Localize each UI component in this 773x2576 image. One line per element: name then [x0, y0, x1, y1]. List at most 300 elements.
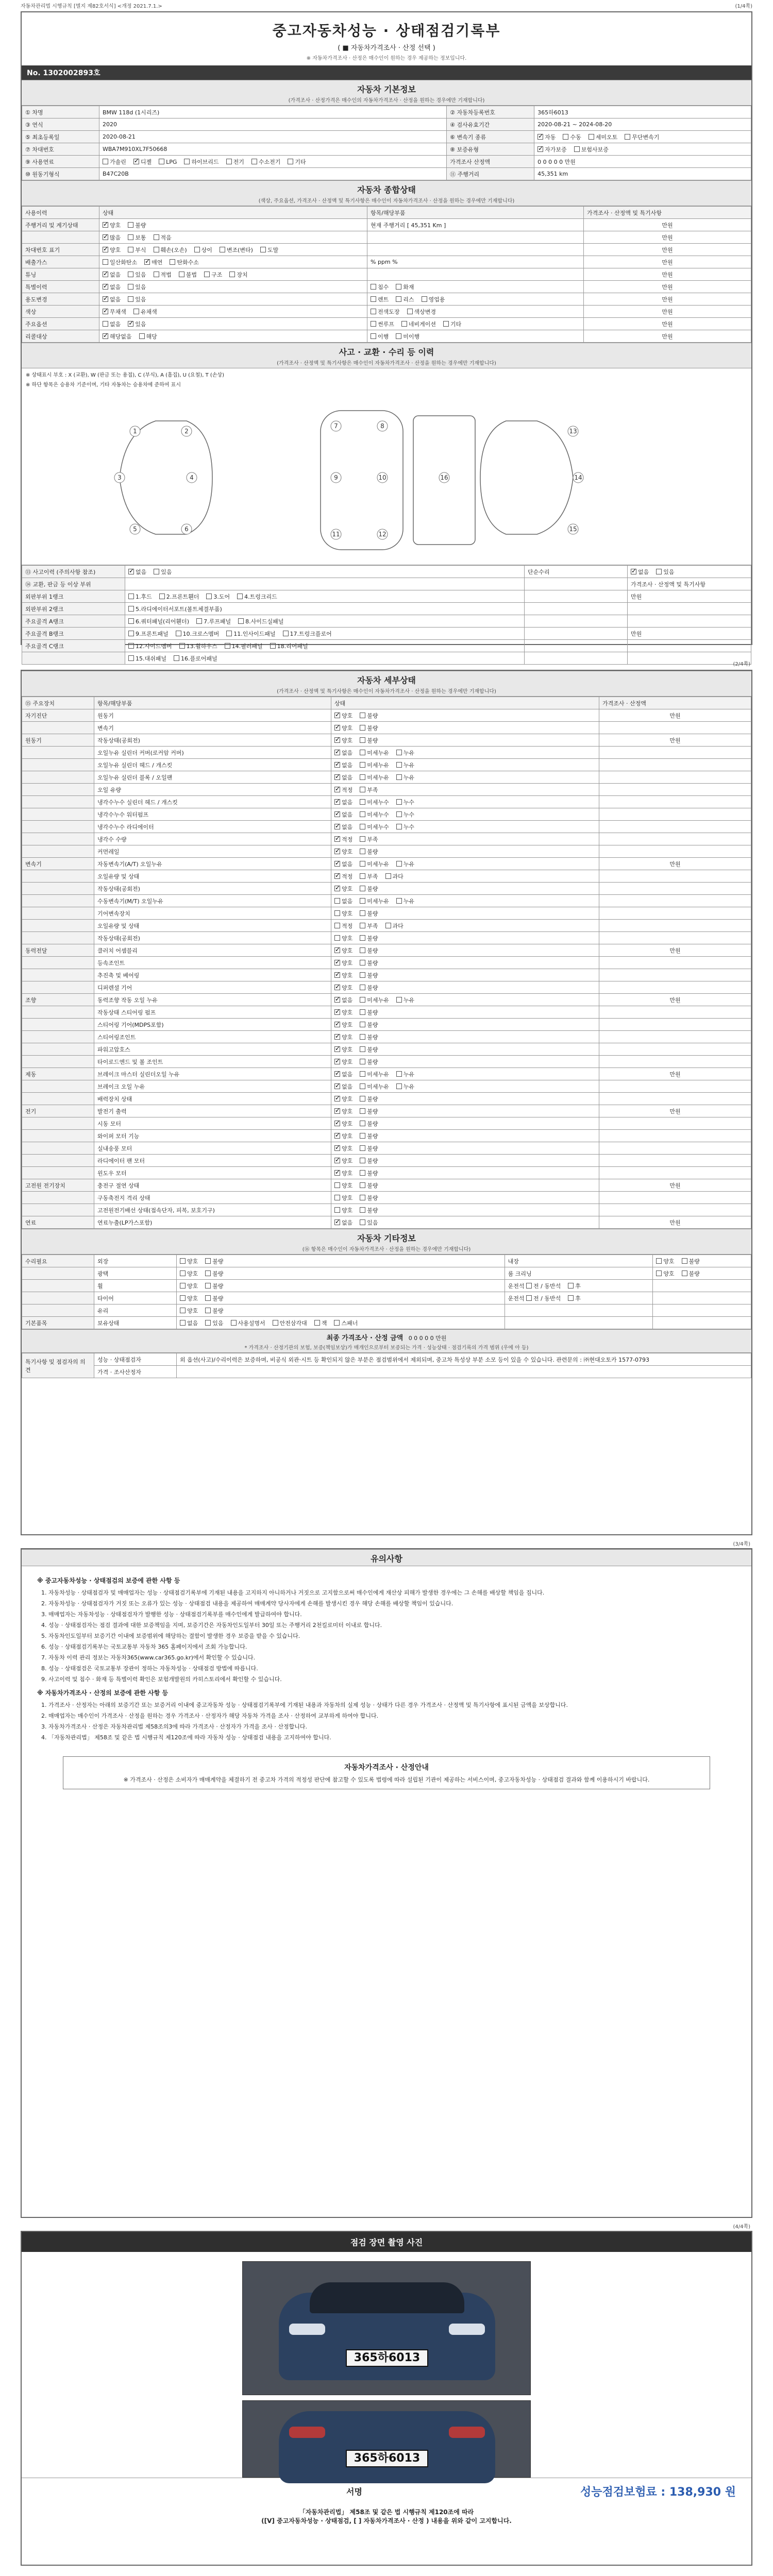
price-cell: 만원: [599, 858, 751, 870]
price-cell: 만원: [599, 1105, 751, 1117]
checkbox-option: 과다: [385, 923, 404, 929]
unchecked-box-icon: [260, 247, 266, 252]
price-cell: [599, 1080, 751, 1093]
insurance-fee-label: 성능점검보험료 :: [580, 2486, 666, 2499]
device-label: 변속기: [22, 858, 94, 870]
price-cell: 만원: [599, 994, 751, 1006]
device-label: [22, 1167, 94, 1179]
price-cell: [599, 845, 751, 858]
license-plate-front: 365하6013: [346, 2349, 428, 2367]
section-note: (가격조사 · 산정액 및 특기사항은 매수인이 자동차가격조사 · 산정을 원하는 경우에만 기재합니다): [277, 361, 496, 366]
page-note: ※ 자동차가격조사 · 산정은 매수인이 원하는 경우 제공하는 정보입니다.: [306, 56, 467, 61]
table-row: [22, 1056, 751, 1068]
checkbox-option: ✓ 없음: [334, 1083, 352, 1090]
item-part: 작동상태(공회전): [94, 734, 331, 747]
item-part: 동력조향 작동 오일 누유: [94, 994, 331, 1006]
checkbox-option: 양호: [180, 1295, 198, 1302]
form-reference: 자동차관리법 시행규칙 [별지 제82호서식] <개정 2021.7.1.>: [21, 3, 162, 9]
unchecked-box-icon: [360, 774, 365, 780]
checkbox-option: ✓ 없음: [334, 811, 352, 818]
checkbox-option: 양호: [334, 910, 352, 917]
section-note: (가격조사 · 산정액 및 특기사항은 매수인이 자동차가격조사 · 산정을 원하는 경우에만 기재합니다): [277, 689, 496, 694]
checkbox-option: 양호: [334, 1182, 352, 1189]
checkbox-option: 불량: [360, 1158, 378, 1164]
state-options: [331, 920, 599, 932]
item-detail: [367, 306, 584, 318]
table-row: [22, 747, 751, 759]
section-title: 사고 · 교환 · 수리 등 이력: [339, 347, 434, 357]
price-cell: [599, 1192, 751, 1204]
checked-box-icon: [334, 774, 340, 780]
headlight-right: [449, 2324, 485, 2335]
unchecked-box-icon: [180, 1258, 186, 1264]
price-cell: 만원: [584, 256, 751, 268]
row-label: 외판부위 1랭크: [22, 590, 125, 603]
table-row: [22, 156, 751, 168]
checkbox-option: ✓ 적정: [334, 873, 352, 880]
notice-item: 4. 성능 · 상태점검자는 점검 결과에 대한 보증책임을 지며, 보증기간은 자동차인도일부터 30일 또는 주행거리 2천킬로미터 이내로 합니다.: [48, 1621, 736, 1630]
page-number: (3/4쪽): [733, 1541, 750, 1547]
table-row: [22, 771, 751, 784]
checkbox-option: 누수: [396, 799, 414, 806]
unchecked-box-icon: [396, 799, 402, 805]
page-title: 중고자동차성능 · 상태점검기록부: [272, 22, 501, 39]
item-part: 오일유량 및 상태: [94, 920, 331, 932]
diagram-label: 7: [334, 422, 338, 430]
checkbox-option: 미이행: [396, 333, 419, 340]
checked-box-icon: [103, 284, 108, 290]
field-label: 가격조사 산정액: [447, 156, 534, 168]
field-label: ① 차명: [22, 106, 99, 118]
checkbox-option: 불량: [360, 947, 378, 954]
checkbox-option: ✓ 양호: [334, 1022, 352, 1028]
item-part: 오일누유 실린더 블록 / 오일팬: [94, 771, 331, 784]
item-detail: [525, 628, 628, 640]
unchecked-box-icon: [656, 1258, 662, 1264]
checkbox-option: 불량: [360, 713, 378, 719]
checkbox-option: 누수: [396, 811, 414, 818]
unchecked-box-icon: [154, 272, 159, 277]
price-cell: [599, 1204, 751, 1216]
price-cell: 만원: [584, 306, 751, 318]
checkbox-option: ✓ 양호: [334, 972, 352, 979]
state-options: [99, 318, 367, 330]
checkbox-option: 불량: [360, 737, 378, 744]
unchecked-box-icon: [180, 1295, 186, 1301]
unchecked-box-icon: [103, 259, 108, 265]
unchecked-box-icon: [128, 643, 134, 649]
state-options: [331, 1031, 599, 1043]
row-label: [22, 1280, 94, 1292]
accident-table: [22, 565, 751, 665]
unchecked-box-icon: [371, 309, 376, 314]
table-row: [22, 652, 751, 665]
unchecked-box-icon: [371, 333, 376, 339]
diagram-label: 3: [117, 474, 122, 481]
unchecked-box-icon: [360, 1046, 365, 1052]
table-row: [22, 1155, 751, 1167]
unchecked-box-icon: [396, 750, 402, 755]
state-options: [331, 808, 599, 821]
checkbox-option: 불량: [205, 1295, 223, 1302]
checkbox-option: 누수: [396, 824, 414, 831]
unchecked-box-icon: [103, 321, 108, 327]
state-options: [331, 957, 599, 969]
row-label: 외판부위 2랭크: [22, 603, 125, 615]
price-cell: [599, 1006, 751, 1019]
item-part: 스티어링조인트: [94, 1031, 331, 1043]
checked-box-icon: [128, 321, 133, 327]
page-number: (4/4쪽): [733, 2224, 750, 2230]
checkbox-option: ✓ 양호: [334, 1121, 352, 1127]
unchecked-box-icon: [226, 631, 232, 636]
checked-box-icon: [103, 247, 108, 252]
appraiser-label: 가격 · 조사산정자: [94, 1366, 177, 1378]
state-options: [331, 1019, 599, 1031]
field-value: 2020-08-21: [99, 131, 447, 143]
checkbox-option: 미세누유: [360, 898, 389, 905]
unchecked-box-icon: [154, 569, 159, 574]
device-label: [22, 784, 94, 796]
unchecked-box-icon: [656, 1270, 662, 1276]
unchecked-box-icon: [159, 594, 165, 599]
unchecked-box-icon: [656, 569, 662, 574]
unchecked-box-icon: [225, 643, 230, 649]
notice-item: 3. 매매업자는 자동차성능 · 상태점검자가 발행한 성능 · 상태점검기록부를 매수인에게 발급하여야 합니다.: [48, 1610, 736, 1619]
checked-box-icon: [128, 569, 134, 574]
checkbox-option: LPG: [159, 159, 177, 165]
field-label: ③ 연식: [22, 118, 99, 131]
checkbox-option: ✓ 양호: [334, 886, 352, 892]
checkbox-option: 전기: [226, 159, 244, 165]
checkbox-option: 스패너: [334, 1320, 358, 1327]
basic-info-table: [22, 106, 751, 180]
field-value: B47C20B: [99, 168, 447, 180]
checkbox-option: 불량: [360, 1170, 378, 1177]
checkbox-option: ✓ 양호: [334, 1059, 352, 1065]
checkbox-option: ✓ 양호: [334, 1145, 352, 1152]
unchecked-box-icon: [128, 594, 134, 599]
table-row: [22, 318, 751, 330]
unchecked-box-icon: [360, 836, 365, 842]
table-row: [22, 578, 751, 590]
unchecked-box-icon: [360, 1219, 365, 1225]
row-label: 주행거리 및 계기상태: [22, 219, 99, 231]
device-label: [22, 722, 94, 734]
diagram-label: 4: [190, 474, 194, 481]
final-price-label: 최종 가격조사 · 산정 금액: [326, 1334, 404, 1342]
table-row: [22, 1093, 751, 1105]
price-cell: 만원: [599, 944, 751, 957]
page-1: [21, 11, 752, 662]
checkbox-option: 양호: [334, 1195, 352, 1201]
checkbox-option: ✓ 없음: [631, 569, 649, 575]
section-accident-history: [22, 343, 751, 368]
diagram-label: 8: [380, 422, 384, 430]
table-row: [22, 306, 751, 318]
row-label: 배출가스: [22, 256, 99, 268]
checkbox-option: 미세누유: [360, 861, 389, 868]
price-cell: 만원: [628, 590, 751, 603]
table-row: [22, 640, 751, 652]
unchecked-box-icon: [589, 134, 594, 140]
unchecked-box-icon: [205, 1320, 211, 1326]
checkbox-option: 7.루프패널: [196, 618, 231, 625]
unchecked-box-icon: [396, 762, 402, 768]
item-part: 시동 모터: [94, 1117, 331, 1130]
unchecked-box-icon: [229, 272, 235, 277]
table-row: [22, 1019, 751, 1031]
checked-box-icon: [334, 1059, 340, 1064]
checkbox-option: 도말: [260, 247, 278, 253]
checkbox-option: 누유: [396, 861, 414, 868]
unchecked-box-icon: [128, 618, 134, 624]
checkbox-option: 수소전기: [251, 159, 281, 165]
final-price-value: 0 0 0 0 0 만원: [408, 1335, 447, 1342]
checkbox-option: 보험사보증: [574, 146, 609, 153]
checkbox-option: ✓ 없음: [103, 272, 121, 278]
price-cell: 만원: [584, 281, 751, 293]
checkbox-option: 1.후드: [128, 594, 152, 600]
item-part: 냉각수누수 라디에이터: [94, 821, 331, 833]
item-part: 등속조인트: [94, 957, 331, 969]
state-options: [125, 603, 525, 615]
unchecked-box-icon: [128, 272, 133, 277]
unchecked-box-icon: [360, 898, 365, 904]
unchecked-box-icon: [371, 296, 376, 302]
item-part: 커먼레일: [94, 845, 331, 858]
row-label: 특별이력: [22, 281, 99, 293]
checkbox-option: 불량: [360, 972, 378, 979]
table-row: [22, 957, 751, 969]
checked-box-icon: [334, 972, 340, 978]
unchecked-box-icon: [360, 1071, 365, 1077]
table-row: [22, 1043, 751, 1056]
item-part: 실내송풍 모터: [94, 1142, 331, 1155]
device-label: [22, 870, 94, 883]
checked-box-icon: [537, 134, 543, 140]
item-part: 수동변속기(M/T) 오일누유: [94, 895, 331, 907]
unchecked-box-icon: [205, 1270, 211, 1276]
state-options: [653, 1267, 751, 1280]
device-label: [22, 1142, 94, 1155]
checkbox-option: 부족: [360, 873, 378, 880]
price-cell: 만원: [584, 318, 751, 330]
state-options: [331, 821, 599, 833]
checkbox-option: ✓ 양호: [334, 960, 352, 967]
unchecked-box-icon: [360, 861, 365, 867]
checkbox-option: 없음: [180, 1320, 198, 1327]
page-4: [21, 2231, 752, 2566]
item-detail: [367, 281, 584, 293]
state-options: [125, 640, 525, 652]
table-row: [22, 256, 751, 268]
section-title: 자동차 종합상태: [357, 185, 416, 195]
price-cell: 만원: [584, 244, 751, 256]
car-body-rear: [279, 2411, 495, 2483]
device-label: [22, 759, 94, 771]
unchecked-box-icon: [422, 296, 427, 302]
row-label: ⑭ 교환, 판금 등 이상 부위: [22, 578, 125, 590]
checkbox-option: 양호: [334, 935, 352, 942]
unchecked-box-icon: [184, 159, 190, 164]
checked-box-icon: [334, 1121, 340, 1126]
front-photo: [242, 2261, 531, 2395]
row-label: [22, 1292, 94, 1304]
table-row: [22, 709, 751, 722]
checkbox-option: 불법: [179, 272, 197, 278]
checked-box-icon: [334, 750, 340, 755]
unchecked-box-icon: [283, 631, 289, 636]
price-cell: 만원: [584, 293, 751, 306]
car-windshield: [310, 2282, 464, 2313]
checkbox-option: 미세누수: [360, 811, 389, 818]
checkbox-option: ✓ 자동: [537, 134, 556, 141]
checkbox-option: 전 / 동반석: [526, 1295, 561, 1302]
diagram-label: 5: [133, 526, 137, 533]
checkbox-option: 3.도어: [206, 594, 230, 600]
page-2: [21, 670, 752, 1535]
checked-box-icon: [334, 762, 340, 768]
notice-item: 1. 자동차성능 · 상태점검자 및 매매업자는 성능 · 상태점검기록부에 기재된 내용을 고지하지 아니하거나 거짓으로 고지함으로써 매수인에게 재산상 피해가 발생한 경우에는 그 손해를 배상할 책임을 집니다.: [48, 1588, 736, 1597]
price-cell: 만원: [628, 628, 751, 640]
diagram-label: 15: [569, 526, 577, 533]
table-row: [22, 1068, 751, 1080]
device-label: 자기진단: [22, 709, 94, 722]
device-label: [22, 821, 94, 833]
state-options: [331, 1006, 599, 1019]
checkbox-option: 부족: [360, 787, 378, 793]
row-label: [22, 652, 125, 665]
table-row: [22, 244, 751, 256]
device-label: [22, 1080, 94, 1093]
table-row: [22, 1304, 751, 1317]
checkbox-option: 미세누유: [360, 1071, 389, 1078]
checkbox-option: 불량: [360, 1046, 378, 1053]
device-label: 원동기: [22, 734, 94, 747]
unchecked-box-icon: [273, 1320, 278, 1326]
unchecked-box-icon: [220, 247, 225, 252]
unchecked-box-icon: [396, 284, 401, 290]
unchecked-box-icon: [133, 309, 139, 314]
unchecked-box-icon: [526, 1283, 532, 1289]
diagram-label: 13: [569, 428, 577, 435]
unchecked-box-icon: [226, 159, 232, 164]
row-label: 차대번호 표기: [22, 244, 99, 256]
state-options: [331, 895, 599, 907]
checkbox-option: ✓ 양호: [334, 947, 352, 954]
section-detail-state: [22, 671, 751, 697]
price-cell: [599, 981, 751, 994]
unchecked-box-icon: [563, 134, 568, 140]
notice-item: 4. 「자동차관리법」 제58조 및 같은 법 시행규칙 제120조에 따라 자동차 성능 · 상태점검 내용을 고지하여야 합니다.: [48, 1733, 736, 1742]
checkbox-option: 누유: [396, 762, 414, 769]
checkbox-option: 세미오토: [589, 134, 618, 141]
car-diagram-svg: [22, 390, 751, 565]
state-options: [99, 306, 367, 318]
device-label: 연료: [22, 1216, 94, 1229]
notice-item: 2. 자동차성능 · 상태점검자가 거짓 또는 오류가 있는 성능 · 상태점검 내용을 제공하여 매매계약 당사자에게 손해를 발생시킨 경우 해당 손해를 배상할 책임이 있습니다.: [48, 1599, 736, 1608]
price-cell: [599, 969, 751, 981]
unchecked-box-icon: [170, 259, 175, 265]
device-label: [22, 981, 94, 994]
checkbox-option: 이행: [371, 333, 389, 340]
diagram-label: 10: [378, 474, 386, 481]
item-detail: [367, 244, 584, 256]
state-options: [331, 932, 599, 944]
item-part: 변속기: [94, 722, 331, 734]
state-options: [99, 268, 367, 281]
field-value: 0 0 0 0 0 만원: [534, 156, 751, 168]
state-options: [99, 219, 367, 231]
device-label: 고전원 전기장치: [22, 1179, 94, 1192]
state-options: [99, 231, 367, 244]
price-cell: 만원: [599, 709, 751, 722]
item-part: 작동상태(공회전): [94, 883, 331, 895]
unchecked-box-icon: [682, 1270, 687, 1276]
unchecked-box-icon: [396, 774, 402, 780]
unchecked-box-icon: [401, 321, 407, 327]
unchecked-box-icon: [360, 787, 365, 792]
table-row: [22, 969, 751, 981]
price-cell: [599, 1142, 751, 1155]
section-title: 자동차 기타정보: [357, 1233, 416, 1243]
checkbox-option: 수동: [563, 134, 581, 141]
price-cell: [599, 1155, 751, 1167]
section-notice: [22, 1549, 751, 1566]
item-part: 브레이크 마스터 실린더오일 누유: [94, 1068, 331, 1080]
row-label: 주요옵션: [22, 318, 99, 330]
device-label: [22, 907, 94, 920]
notice-item: 5. 자동차인도일부터 보증기간 이내에 보증범위에 해당하는 결함이 발생한 경우 보증을 받을 수 있습니다.: [48, 1632, 736, 1640]
checkbox-option: ✓많음: [103, 234, 121, 241]
checkbox-option: 누유: [396, 1071, 414, 1078]
item-detail: [525, 590, 628, 603]
unchecked-box-icon: [396, 824, 402, 829]
state-options: [331, 1192, 599, 1204]
table-row: [22, 1216, 751, 1229]
table-row: [22, 293, 751, 306]
legal-statement: 「자동차관리법」 제58조 및 같은 법 시행규칙 제120조에 따라 ([V] 중고자동차성능 · 상태점검, [ ] 자동차가격조사 · 산정 ) 내용을 위와 같이 고지합니다.: [261, 2509, 512, 2524]
price-cell: 만원: [584, 330, 751, 343]
notice-item: 1. 가격조사 · 산정자는 아래의 보증기간 또는 보증거리 이내에 중고자동차 성능 · 상태점검기록부에 기재된 내용과 자동차의 실제 성능 · 상태가 다른 경우 가격조사 · 산정액 및 특기사항에 표시된 금액을 보상합니다.: [48, 1701, 736, 1709]
field-value: [99, 156, 447, 168]
checked-box-icon: [334, 1145, 340, 1151]
device-label: [22, 1155, 94, 1167]
checkbox-option: 양호: [180, 1258, 198, 1265]
device-label: [22, 1043, 94, 1056]
checked-box-icon: [103, 309, 108, 314]
item-part: 추진축 및 베어링: [94, 969, 331, 981]
item-part: 발전기 출력: [94, 1105, 331, 1117]
checkbox-option: 누유: [396, 1083, 414, 1090]
unchecked-box-icon: [371, 284, 376, 290]
checked-box-icon: [334, 836, 340, 842]
item-part: 기어변속장치: [94, 907, 331, 920]
device-label: [22, 808, 94, 821]
table-row: [22, 1255, 751, 1267]
checkbox-option: 누유: [396, 774, 414, 781]
price-cell: [599, 883, 751, 895]
row-label: ⑬ 사고이력 (주의사항 참조): [22, 566, 125, 578]
checkbox-option: 부족: [360, 923, 378, 929]
price-cell: [599, 808, 751, 821]
unchecked-box-icon: [288, 159, 293, 164]
checkbox-option: 5.라디에이터서포트(볼트체결부품): [128, 606, 222, 613]
item-part: 오일유량 및 상태: [94, 870, 331, 883]
item-detail: 현재 주행거리 [ 45,351 Km ]: [367, 219, 584, 231]
insurance-fee-value: 138,930 원: [669, 2486, 736, 2499]
